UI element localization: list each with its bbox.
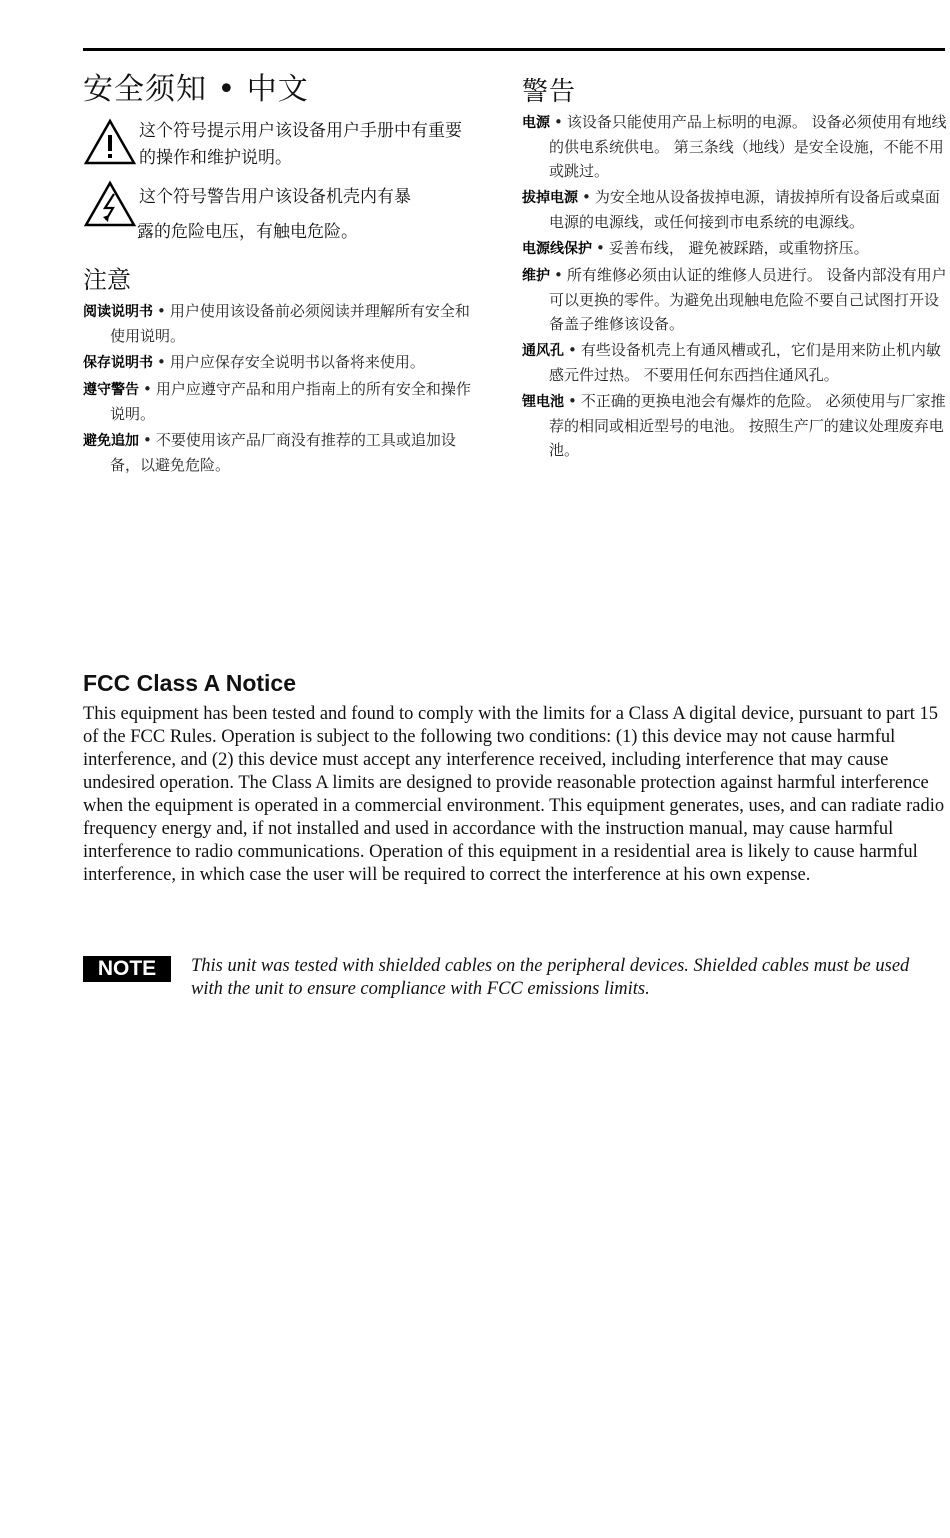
bullet: • [568,340,577,359]
safety-title: 安全须知 • 中文 [83,72,309,107]
item-label: 拔掉电源 [522,189,578,206]
item-text: 妥善布线， 避免被踩踏，或重物挤压。 [608,238,869,257]
item-label: 锂电池 [522,393,564,410]
bullet: • [143,380,152,398]
warning-lightning-icon [83,180,137,228]
bullet: • [157,353,166,371]
warning-item [522,338,947,387]
bullet: • [568,391,577,410]
item-label: 维护 [522,267,550,284]
item-label: 电源 [522,114,550,131]
safety-left-column [83,72,473,479]
caution-item [83,299,473,348]
symbol2-line1: 这个符号警告用户该设备机壳内有暴 [139,187,411,207]
symbol2-description [139,180,411,250]
fcc-section [83,670,945,887]
caution-title: 注意 [83,266,131,294]
item-text: 有些设备机壳上有通风槽或孔，它们是用来防止机内敏感元件过热。 不要用任何东西挡住通风孔。 [549,340,941,384]
item-label: 避免追加 [83,433,139,449]
item-label: 电源线保护 [522,240,592,257]
item-text: 用户使用该设备前必须阅读并理解所有安全和使用说明。 [110,302,470,345]
bullet: • [554,265,563,284]
item-text: 用户应遵守产品和用户指南上的所有安全和操作说明。 [110,380,471,423]
warning-item [522,389,947,462]
item-text: 为安全地从设备拔掉电源，请拔掉所有设备后或桌面电源的电源线，或任何接到市电系统的电源线。 [549,187,940,231]
bullet: • [582,187,591,206]
item-label: 遵守警告 [83,382,139,398]
note-badge: NOTE [83,956,171,982]
header-rule [83,48,945,51]
warning-exclamation-icon [83,118,137,166]
item-text: 不正确的更换电池会有爆炸的危险。 必须使用与厂家推荐的相同或相近型号的电池。 按照生产厂的建议处理废弃电池。 [549,391,946,459]
bullet: • [157,302,166,320]
item-text: 用户应保存安全说明书以备将来使用。 [169,353,425,371]
bullet: • [143,431,152,449]
item-text: 不要使用该产品厂商没有推荐的工具或追加设备，以避免危险。 [110,431,456,474]
fcc-title: FCC Class A Notice [83,670,297,696]
warning-item [522,110,947,183]
warning-item [522,263,947,336]
note-text: This unit was tested with shielded cables on the peripheral devices. Shielded cables must be used with the unit to ensure compliance with FCC emissions limits. [191,956,910,999]
caution-item [83,428,473,477]
warning-item [522,185,947,234]
caution-item [83,377,473,426]
bullet: • [554,112,563,131]
symbol1-description: 这个符号提示用户该设备用户手册中有重要的操作和维护说明。 [139,121,462,168]
item-text: 所有维修必须由认证的维修人员进行。 设备内部没有用户可以更换的零件。为避免出现触电危险不要自己试图打开设备盖子维修该设备。 [549,265,947,333]
note-block [83,955,945,1001]
symbol-row-lightning [83,180,473,250]
warning-title: 警告 [522,77,577,107]
item-text: 该设备只能使用产品上标明的电源。 设备必须使用有地线的供电系统供电。 第三条线（地线）是安全设施，不能不用或跳过。 [549,112,947,180]
caution-item [83,350,473,375]
fcc-body: This equipment has been tested and found to comply with the limits for a Class A digital device, pursuant to part 15 of the FCC Rules. Operation is subject to the following two conditions: (1) this device may not cause harmful interference, and (2) this device must accept any interference received, including interference that may cause undesired operation. The Class A limits are designed to provide reasonable protection against harmful interference when the equipment is operated in a commercial environment. This equipment generates, uses, and can radiate radio frequency energy and, if not installed and used in accordance with the instruction manual, may cause harmful interference to radio communications. Operation of this equipment in a residential area is likely to cause harmful interference, in which case the user will be required to correct the interference at his own expense. [83,704,945,885]
safety-right-column [522,78,947,464]
symbol-row-exclamation [83,118,473,172]
item-label: 通风孔 [522,342,564,359]
warning-item [522,236,947,261]
symbol2-line2: 露的危险电压，有触电危险。 [137,222,358,242]
item-label: 保存说明书 [83,355,153,371]
item-label: 阅读说明书 [83,304,153,320]
bullet: • [596,238,605,257]
